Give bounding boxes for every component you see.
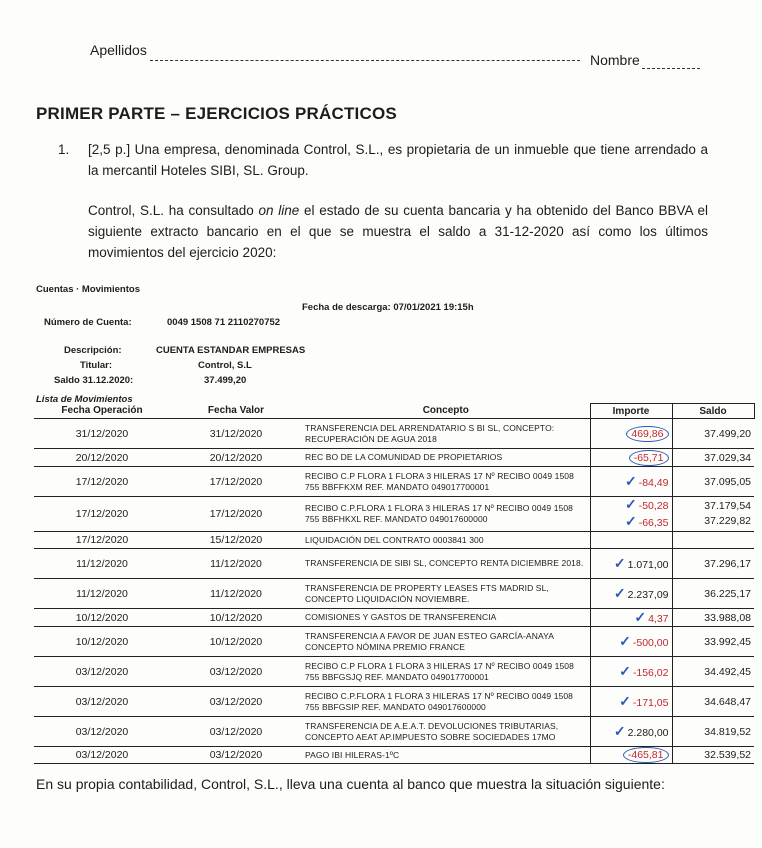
movements-table <box>34 403 755 764</box>
cell-concept: REC BO DE LA COMUNIDAD DE PROPIETARIOS <box>302 449 590 467</box>
cell-balance: 37.499,20 <box>672 419 754 449</box>
cell-op-date: 03/12/2020 <box>34 657 170 687</box>
account-number: 0049 1508 71 2110270752 <box>167 317 281 328</box>
nombre-line <box>642 68 700 69</box>
cell-amount: ✓ -171,05 <box>590 687 672 717</box>
cell-value-date: 03/12/2020 <box>170 687 302 717</box>
cell-balance: 34.648,47 <box>672 687 754 717</box>
cell-value-date: 03/12/2020 <box>170 657 302 687</box>
cell-op-date: 03/12/2020 <box>34 747 170 764</box>
balance-label: Saldo 31.12.2020: <box>54 375 134 386</box>
table-row <box>34 609 754 627</box>
cell-op-date: 20/12/2020 <box>34 449 170 467</box>
cell-op-date: 11/12/2020 <box>34 579 170 609</box>
table-row <box>34 532 754 549</box>
check-mark-icon: ✓ <box>613 723 626 739</box>
cell-concept: RECIBO C.P.FLORA 1 FLORA 3 HILERAS 17 Nº RECIBO 0049 1508 755 BBFGSIP REF. MANDATO 049017600000 <box>302 687 590 717</box>
table-row <box>34 657 754 687</box>
cell-value-date: 03/12/2020 <box>170 747 302 764</box>
cell-balance: 33.988,08 <box>672 609 754 627</box>
cell-balance: 32.539,52 <box>672 747 754 764</box>
col-header-op-date: Fecha Operación <box>34 404 170 419</box>
check-mark-icon: ✓ <box>624 496 637 512</box>
circled-amount: 469,86 <box>626 426 668 442</box>
cell-amount: ✓ 1.071,00 <box>590 549 672 579</box>
cell-value-date: 15/12/2020 <box>170 532 302 549</box>
table-row <box>34 497 754 532</box>
col-header-balance: Saldo <box>672 404 754 419</box>
col-header-value-date: Fecha Valor <box>170 404 302 419</box>
col-header-concept: Concepto <box>302 404 590 419</box>
cell-op-date: 10/12/2020 <box>34 627 170 657</box>
cell-amount: ✓ -156,02 <box>590 657 672 687</box>
cell-balance: 37.095,05 <box>672 467 754 497</box>
balance-value: 37.499,20 <box>204 375 247 386</box>
table-row <box>34 627 754 657</box>
cell-concept: PAGO IBI HILERAS-1ºC <box>302 747 590 764</box>
cell-amount <box>590 449 672 467</box>
cell-op-date: 17/12/2020 <box>34 532 170 549</box>
cell-amount: ✓ -500,00 <box>590 627 672 657</box>
download-date: Fecha de descarga: 07/01/2021 19:15h <box>302 302 474 313</box>
cell-value-date: 20/12/2020 <box>170 449 302 467</box>
cell-value-date: 10/12/2020 <box>170 609 302 627</box>
cell-concept: LIQUIDACIÓN DEL CONTRATO 0003841 300 <box>302 532 590 549</box>
description-label: Descripción: <box>64 345 122 356</box>
cell-balance: 37.296,17 <box>672 549 754 579</box>
table-row <box>34 747 754 764</box>
cell-concept: COMISIONES Y GASTOS DE TRANSFERENCIA <box>302 609 590 627</box>
exercise-paragraph-1: [2,5 p.] Una empresa, denominada Control, S.L., es propietaria de un inmueble que tiene arrendado a la mercantil Hoteles SIBI, SL. Group. <box>88 142 708 178</box>
cell-op-date: 10/12/2020 <box>34 609 170 627</box>
cell-amount: ✓ 4,37 <box>590 609 672 627</box>
table-row <box>34 579 754 609</box>
table-row <box>34 467 754 497</box>
cell-amount: ✓ -84,49 <box>590 467 672 497</box>
check-mark-icon: ✓ <box>634 609 647 625</box>
apellidos-label: Apellidos <box>90 42 147 58</box>
movements-title: Lista de Movimientos <box>36 394 133 405</box>
cell-amount <box>590 419 672 449</box>
cell-value-date: 11/12/2020 <box>170 549 302 579</box>
cell-balance: 34.492,45 <box>672 657 754 687</box>
cell-concept: TRANSFERENCIA A FAVOR DE JUAN ESTEO GARCÍA-ANAYA CONCEPTO NÓMINA PREMIO FRANCE <box>302 627 590 657</box>
cell-value-date: 17/12/2020 <box>170 467 302 497</box>
cell-balance: 37.179,54 37.229,82 <box>672 497 754 532</box>
check-mark-icon: ✓ <box>624 513 637 529</box>
holder-label: Titular: <box>80 360 113 371</box>
cell-value-date: 17/12/2020 <box>170 497 302 532</box>
cell-concept: RECIBO C.P FLORA 1 FLORA 3 HILERAS 17 Nº RECIBO 0049 1508 755 BBFGSJQ REF. MANDATO 049017700001 <box>302 657 590 687</box>
cell-concept: TRANSFERENCIA DEL ARRENDATARIO S BI SL, CONCEPTO: RECUPERACIÓN DE AGUA 2018 <box>302 419 590 449</box>
cell-op-date: 11/12/2020 <box>34 549 170 579</box>
table-header-row <box>34 404 754 419</box>
cell-concept: RECIBO C.P.FLORA 1 FLORA 3 HILERAS 17 Nº RECIBO 0049 1508 755 BBFHKXL REF. MANDATO 049017600000 <box>302 497 590 532</box>
check-mark-icon: ✓ <box>619 693 631 709</box>
cell-balance: 37.029,34 <box>672 449 754 467</box>
check-mark-icon: ✓ <box>619 633 631 649</box>
cell-amount: ✓ 2.237,09 <box>590 579 672 609</box>
cell-balance: 34.819,52 <box>672 717 754 747</box>
cell-concept: TRANSFERENCIA DE SIBI SL, CONCEPTO RENTA DICIEMBRE 2018. <box>302 549 590 579</box>
circled-amount: -65,71 <box>629 450 669 466</box>
circled-amount: -465,81 <box>623 747 669 763</box>
cell-balance: 36.225,17 <box>672 579 754 609</box>
cell-balance <box>672 532 754 549</box>
table-row <box>34 449 754 467</box>
cell-op-date: 31/12/2020 <box>34 419 170 449</box>
cell-concept: RECIBO C.P FLORA 1 FLORA 3 HILERAS 17 Nº RECIBO 0049 1508 755 BBFFKXM REF. MANDATO 049017700001 <box>302 467 590 497</box>
check-mark-icon: ✓ <box>613 555 626 571</box>
cell-value-date: 11/12/2020 <box>170 579 302 609</box>
exercise-paragraph-2: Control, S.L. ha consultado on line el estado de su cuenta bancaria y ha obtenido del Banco BBVA el siguiente extracto bancario en el que se muestra el saldo a 31-12-2020 así como los últimos movimientos del ejercicio 2020: <box>88 203 708 260</box>
cell-amount: ✓ -50,28 ✓ -66,35 <box>590 497 672 532</box>
cell-value-date: 10/12/2020 <box>170 627 302 657</box>
check-mark-icon: ✓ <box>613 585 626 601</box>
statement-breadcrumb: Cuentas · Movimientos <box>36 284 140 295</box>
description-value: CUENTA ESTANDAR EMPRESAS <box>156 345 306 356</box>
cell-value-date: 03/12/2020 <box>170 717 302 747</box>
cell-concept: TRANSFERENCIA DE A.E.A.T. DEVOLUCIONES TRIBUTARIAS, CONCEPTO AEAT AP.IMPUESTO SOBRE SOCIEDADES 17MO <box>302 717 590 747</box>
check-mark-icon: ✓ <box>624 473 637 489</box>
cell-value-date: 31/12/2020 <box>170 419 302 449</box>
cell-op-date: 17/12/2020 <box>34 497 170 532</box>
cell-balance: 33.992,45 <box>672 627 754 657</box>
check-mark-icon: ✓ <box>619 663 631 679</box>
nombre-label: Nombre <box>590 52 640 68</box>
table-row <box>34 549 754 579</box>
cell-op-date: 03/12/2020 <box>34 687 170 717</box>
cell-amount: ✓ 2.280,00 <box>590 717 672 747</box>
cell-concept: TRANSFERENCIA DE PROPERTY LEASES FTS MADRID SL, CONCEPTO LIQUIDACIÓN NOVIEMBRE. <box>302 579 590 609</box>
exercise-number: 1. <box>58 142 70 157</box>
table-row <box>34 717 754 747</box>
cell-op-date: 17/12/2020 <box>34 467 170 497</box>
cell-amount <box>590 532 672 549</box>
col-header-amount: Importe <box>590 404 672 419</box>
table-row <box>34 687 754 717</box>
apellidos-line <box>150 60 580 61</box>
table-row <box>34 419 754 449</box>
cell-amount <box>590 747 672 764</box>
section-title: PRIMER PARTE – EJERCICIOS PRÁCTICOS <box>36 104 397 123</box>
footer-sentence: En su propia contabilidad, Control, S.L., lleva una cuenta al banco que muestra la situación siguiente: <box>36 776 665 792</box>
account-label: Número de Cuenta: <box>44 317 132 328</box>
holder-value: Control, S.L <box>198 360 252 371</box>
cell-op-date: 03/12/2020 <box>34 717 170 747</box>
